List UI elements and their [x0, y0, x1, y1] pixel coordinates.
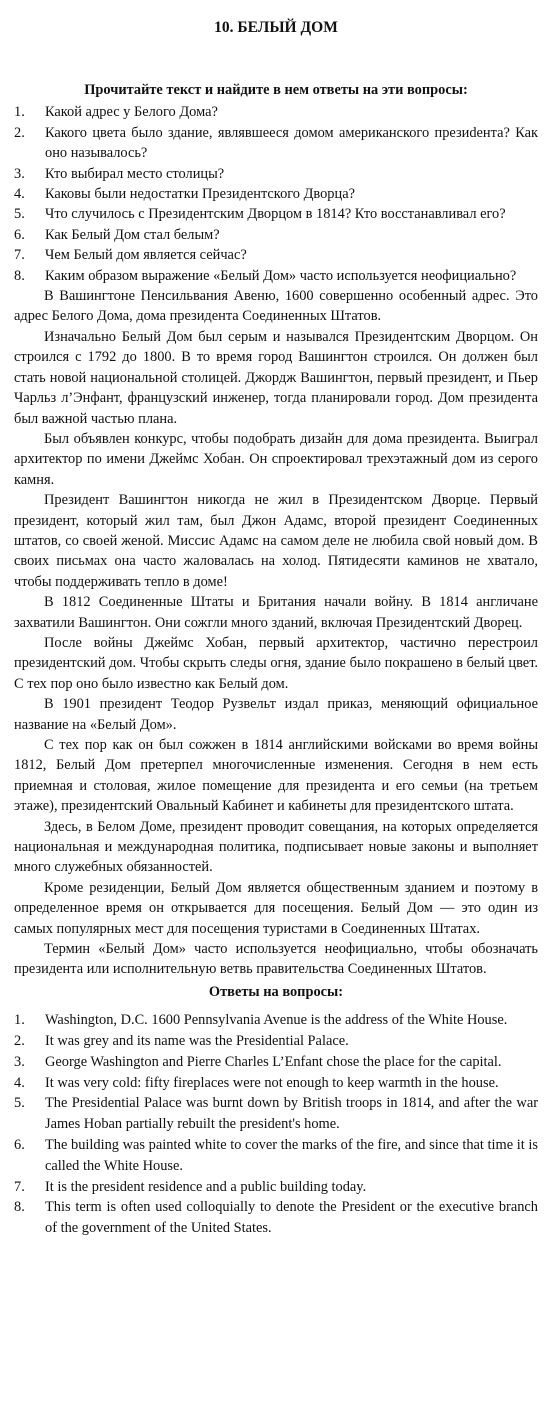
article-paragraph: В Вашингтоне Пенсильвания Авеню, 1600 совершенно особенный адрес. Это адрес Белого Дома, дома президента Соединенных Штатов. — [14, 288, 538, 325]
answer-number: 5. — [14, 1095, 25, 1112]
article-body — [14, 286, 538, 980]
question-text: Каким образом выражение «Белый Дом» часто используется неофициально? — [45, 267, 517, 284]
answer-number: 1. — [14, 1012, 25, 1029]
question-number: 1. — [14, 104, 25, 121]
answer-text: It was very cold: fifty fireplaces were not enough to keep warmth in the house. — [45, 1074, 499, 1091]
answer-number: 3. — [14, 1053, 25, 1070]
article-paragraph: Был объявлен конкурс, чтобы подобрать дизайн для дома президента. Выиграл архитектор по имени Джеймс Хобан. Он спроектировал трехэтажный дом из серого камня. — [14, 430, 538, 488]
article-paragraph: В 1812 Соединенные Штаты и Британия начали войну. В 1814 англичане захватили Вашингтон. Они сожгли много зданий, включая Президентский Дворец. — [14, 594, 538, 631]
answer-item — [14, 1093, 538, 1135]
article-paragraph: Кроме резиденции, Белый Дом является общественным зданием и поэтому в определенное время он открывается для посещения. Белый Дом — это один из самых популярных мест для посещения туристами в Соединенных Штатах. — [14, 879, 538, 937]
answer-item — [14, 1052, 538, 1073]
article-paragraph: Здесь, в Белом Доме, президент проводит совещания, на которых определяется национальная и международная политика, подписывает новые законы и выполняет много служебных обязанностей. — [14, 818, 538, 876]
question-text: Каковы были недостатки Президентского Дворца? — [45, 186, 355, 203]
question-number: 3. — [14, 165, 25, 182]
article-paragraph: С тех пор как он был сожжен в 1814 английскими войсками во время войны 1812, Белый Дом претерпел многочисленные изменения. Сегодня в нем есть приемная и столовая, жилое помещение для президента и его семьи (на третьем этаже), президентский Овальный Кабинет и кабинеты для президентского штата. — [14, 737, 538, 815]
answers-heading: Ответы на вопросы: — [208, 983, 344, 1000]
article-paragraph: После войны Джеймс Хобан, первый архитектор, частично перестроил президентский дом. Чтобы скрыть следы огня, здание было покрашено в белый цвет. С тех пор оно было известно как Белый дом. — [14, 634, 538, 692]
answer-item — [14, 1135, 538, 1177]
question-item — [14, 184, 538, 204]
question-number: 4. — [14, 186, 25, 203]
question-number: 8. — [14, 267, 25, 284]
answer-number: 7. — [14, 1178, 25, 1195]
answer-item — [14, 1010, 538, 1031]
article-paragraph: В 1901 президент Теодор Рузвельт издал приказ, меняющий официальное название на «Белый Дом». — [14, 696, 538, 733]
question-text: Чем Белый дом является сейчас? — [45, 247, 247, 264]
question-text: Какого цвета было здание, являвшееся домом американского презиdента? Как оно называлось? — [45, 124, 538, 162]
question-item — [14, 123, 538, 164]
question-text: Какой адрес у Белого Дома? — [45, 104, 218, 121]
answers-list — [14, 1010, 538, 1239]
question-number: 6. — [14, 226, 25, 243]
answer-text: This term is often used colloquially to denote the President or the executive branch of the government of the United States. — [45, 1199, 538, 1237]
article-paragraph: Термин «Белый Дом» часто используется неофициально, чтобы обозначать президента или исполнительную ветвь правительства Соединенных Штатов. — [14, 941, 538, 978]
question-text: Что случилось с Президентским Дворцом в 1814? Кто восстанавливал его? — [45, 206, 506, 223]
answer-item — [14, 1073, 538, 1094]
question-number: 7. — [14, 247, 25, 264]
answer-number: 4. — [14, 1074, 25, 1091]
answer-text: George Washington and Pierre Charles L’Enfant chose the place for the capital. — [45, 1053, 502, 1070]
question-item — [14, 204, 538, 224]
answer-text: The building was painted white to cover the marks of the fire, and since that time it is called the White House. — [45, 1137, 538, 1174]
article-paragraph: Президент Вашингтон никогда не жил в Президентском Дворце. Первый президент, который жил там, был Джон Адамс, второй президент Соединенных штатов, со своей женой. Миссис Адамс на самом деле не любила свой новый дом. В своих письмах она часто жаловалась на холод. Пятидесяти каминов не хватало, чтобы поддерживать тепло в доме! — [14, 492, 538, 590]
question-text: Как Белый Дом стал белым? — [45, 226, 220, 243]
question-text: Кто выбирал место столицы? — [45, 165, 225, 182]
question-number: 5. — [14, 206, 25, 223]
answer-item — [14, 1177, 538, 1198]
question-item — [14, 225, 538, 245]
question-item — [14, 266, 538, 286]
questions-heading: Прочитайте текст и найдите в нем ответы на эти вопросы: — [84, 82, 468, 98]
question-item — [14, 102, 538, 122]
answer-item — [14, 1197, 538, 1239]
questions-list — [14, 102, 538, 286]
answer-text: It is the president residence and a public building today. — [45, 1178, 367, 1195]
question-item — [14, 164, 538, 184]
answer-text: The Presidential Palace was burnt down by British troops in 1814, and after the war James Hoban partially rebuilt the president's home. — [45, 1095, 538, 1133]
answer-item — [14, 1031, 538, 1052]
answer-number: 8. — [14, 1199, 25, 1216]
article-paragraph: Изначально Белый Дом был серым и назывался Президентским Дворцом. Он строился с 1792 до 1800. В то время город Вашингтон строился. Он должен был стать новой национальной столицей. Джордж Вашингтон, первый президент, и Пьер Чарльз л’Энфант, французский инженер, тогда планировали город. Дом президента был важной частью плана. — [14, 328, 538, 427]
question-item — [14, 245, 538, 265]
question-number: 2. — [14, 124, 25, 141]
answer-number: 2. — [14, 1033, 25, 1050]
page-title: 10. БЕЛЫЙ ДОМ — [214, 19, 338, 36]
answer-number: 6. — [14, 1137, 25, 1154]
answer-text: It was grey and its name was the Presidential Palace. — [45, 1033, 349, 1050]
answer-text: Washington, D.C. 1600 Pennsylvania Avenue is the address of the White House. — [45, 1012, 508, 1029]
